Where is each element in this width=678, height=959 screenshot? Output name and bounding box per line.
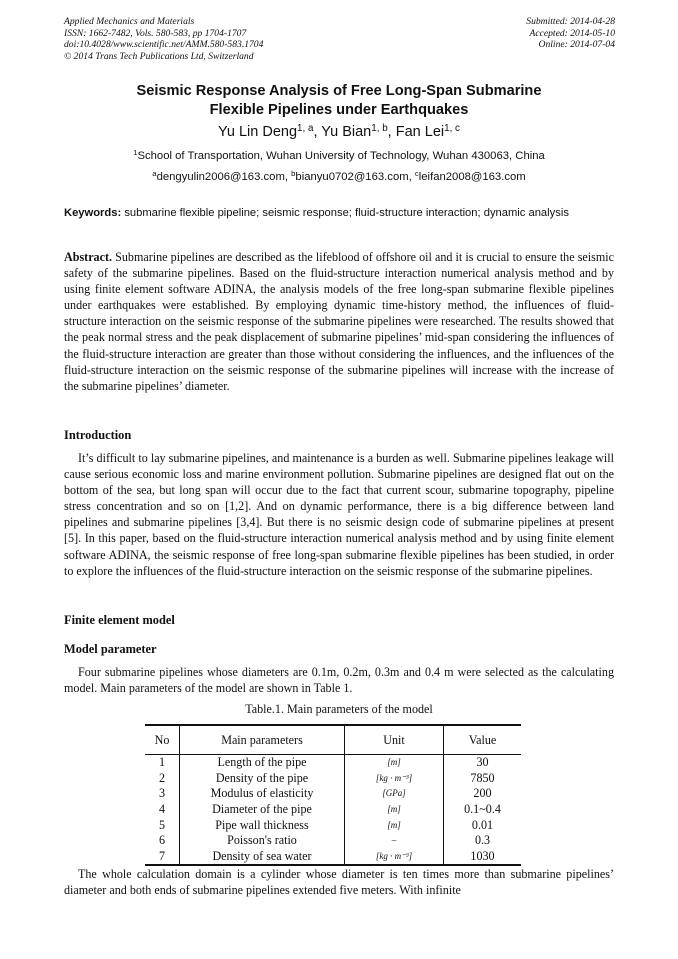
table-caption: Table.1. Main parameters of the model	[245, 702, 433, 716]
cell-no: 7	[145, 849, 180, 866]
cell-value: 0.01	[471, 817, 494, 832]
author-name: Yu Bian	[321, 124, 372, 140]
cell-unit: [m]	[345, 802, 444, 818]
abstract-label: Abstract.	[64, 250, 113, 264]
cell-value: 1030	[444, 849, 522, 866]
cell-value: 30	[476, 755, 489, 770]
introduction-text: It’s difficult to lay submarine pipelines, and maintenance is a burden as well. Submarine pipelines leakage will cause serious economic loss and marine environment pollution. Submarine pipelines are designed flat out on the bottom of the sea, but long span will occur due to the fact that current scour, submarine topography, pipeline stress concentration and so on [1,2]. And on dynamic performance, there is a big difference between land pipelines and submarine pipelines [3,4]. But there is no seismic design code of submarine pipelines at present [5]. In this paper, based on the fluid-structure interaction numerical analysis method and by using finite element software ADINA, the seismic response of free long-span submarine flexible pipelines has been studied, in order to explore the influences of the fluid-structure interaction on the seismic response of the submarine pipelines.	[64, 451, 614, 578]
cell-value: 0.1~0.4	[464, 802, 501, 817]
email-marker: c	[414, 169, 419, 179]
abstract-text: Submarine pipelines are described as the lifeblood of offshore oil and it is crucial to ensure the seismic safety of the submarine pipelines. Based on the fluid-structure interaction numerical analysis method and by using finite element software ADINA, the analysis models of the free long-span submarine flexible pipelines under earthquakes were established. By employing dynamic time-history method, the influences of fluid-structure interaction on the seismic response of the submarine pipelines were researched. The results showed that the peak normal stress and the peak displacement of submarine pipelines’ mid-span considering the influences of the fluid-structure interaction are greater than those without considering the influences, and the influences of the fluid-structure interaction on the seismic response of the submarine pipelines will increase with the increase of the submarine pipelines’ diameter.	[64, 250, 614, 393]
cell-parameter: Pipe wall thickness	[180, 817, 345, 833]
table-row	[145, 786, 521, 802]
email-marker: a	[152, 169, 157, 179]
cell-value: 7850	[470, 770, 495, 785]
table-row	[145, 849, 521, 866]
cell-no: 6	[145, 833, 180, 849]
accepted-date: Accepted: 2014-05-10	[529, 27, 615, 39]
cell-no: 5	[145, 817, 180, 833]
cell-parameter: Poisson's ratio	[180, 833, 345, 849]
subsection-heading-model-parameter: Model parameter	[64, 642, 157, 656]
cell-parameter: Density of sea water	[180, 849, 345, 866]
abstract	[64, 249, 614, 394]
author-name: Yu Lin Deng	[218, 124, 298, 140]
keywords-label: Keywords:	[64, 207, 122, 219]
title-line-2: Flexible Pipelines under Earthquakes	[209, 101, 469, 118]
parameters-table	[145, 724, 521, 866]
author-marker: 1, b	[371, 123, 388, 135]
cell-value: 200	[473, 786, 492, 801]
keywords	[64, 206, 614, 220]
online-date: Online: 2014-07-04	[538, 39, 615, 51]
author-marker: 1, a	[297, 123, 314, 135]
model-parameter-text: Four submarine pipelines whose diameters are 0.1m, 0.2m, 0.3m and 0.4 m were selected as the calculating model. Main parameters of the model are shown in Table 1.	[64, 665, 614, 696]
journal-name: Applied Mechanics and Materials	[64, 16, 195, 27]
table-row	[145, 755, 521, 771]
submission-dates	[526, 16, 615, 51]
cell-parameter: Diameter of the pipe	[180, 802, 345, 818]
cell-parameter: Density of the pipe	[180, 771, 345, 787]
submitted-date: Submitted: 2014-04-28	[526, 16, 615, 27]
affiliation-text: School of Transportation, Wuhan University of Technology, Wuhan 430063, China	[137, 150, 545, 162]
cell-unit: [kg · m⁻³]	[345, 849, 444, 866]
section-heading-fem: Finite element model	[64, 613, 175, 627]
keywords-text: submarine flexible pipeline; seismic response; fluid-structure interaction; dynamic analysis	[124, 207, 569, 219]
paper-title	[60, 82, 618, 119]
title-line-1: Seismic Response Analysis of Free Long-Span Submarine	[136, 83, 542, 99]
journal-copyright: © 2014 Trans Tech Publications Ltd, Switzerland	[64, 50, 254, 62]
table-row	[145, 817, 521, 833]
cell-no: 2	[145, 771, 180, 787]
author-email[interactable]: bianyu0702@163.com	[295, 171, 409, 183]
table-row	[145, 833, 521, 849]
cell-no: 4	[145, 802, 180, 818]
table-header-row	[145, 725, 521, 755]
cell-value: 0.3	[474, 833, 491, 848]
header-parameter: Main parameters	[180, 725, 345, 755]
header-value: Value	[444, 725, 522, 755]
author-email[interactable]: leifan2008@163.com	[418, 171, 526, 183]
affiliation-marker: 1	[133, 148, 138, 158]
cell-unit: [kg · m⁻³]	[345, 771, 444, 787]
cell-unit: [GPa]	[345, 786, 444, 802]
cell-unit: [m]	[345, 755, 444, 771]
email-marker: b	[291, 169, 296, 179]
cell-parameter: Length of the pipe	[180, 755, 345, 771]
journal-info	[64, 16, 263, 62]
cell-no: 1	[145, 755, 180, 771]
author-name: Fan Lei	[395, 124, 445, 140]
cell-unit: [m]	[345, 817, 444, 833]
affiliation	[40, 150, 638, 162]
author-emails: $^a$dengyulin2006@163.com, $^b$bianyu0702@163.com, $^c$leifan2008@163.com	[152, 169, 526, 183]
journal-doi: doi:10.4028/www.scientific.net/AMM.580-583.1704	[64, 39, 264, 51]
author-list: Yu Lin Deng$^{1, a}$, Yu Bian$^{1, b}$, Fan Lei$^{1, c}$	[218, 123, 460, 140]
table-row	[145, 771, 521, 787]
section-heading-introduction: Introduction	[64, 428, 132, 442]
header-unit: Unit	[345, 725, 444, 755]
cell-unit: –	[345, 833, 444, 849]
journal-issn: ISSN: 1662-7482, Vols. 580-583, pp 1704-1707	[64, 27, 247, 39]
closing-text: The whole calculation domain is a cylinder whose diameter is ten times more than submarine pipelines’ diameter and both ends of submarine pipelines extended five meters. With infinite	[64, 867, 614, 898]
cell-parameter: Modulus of elasticity	[180, 786, 345, 802]
cell-no: 3	[145, 786, 180, 802]
author-email[interactable]: dengyulin2006@163.com	[156, 171, 285, 183]
author-marker: 1, c	[444, 123, 460, 135]
header-no: No	[145, 725, 180, 755]
table-row	[145, 802, 521, 818]
